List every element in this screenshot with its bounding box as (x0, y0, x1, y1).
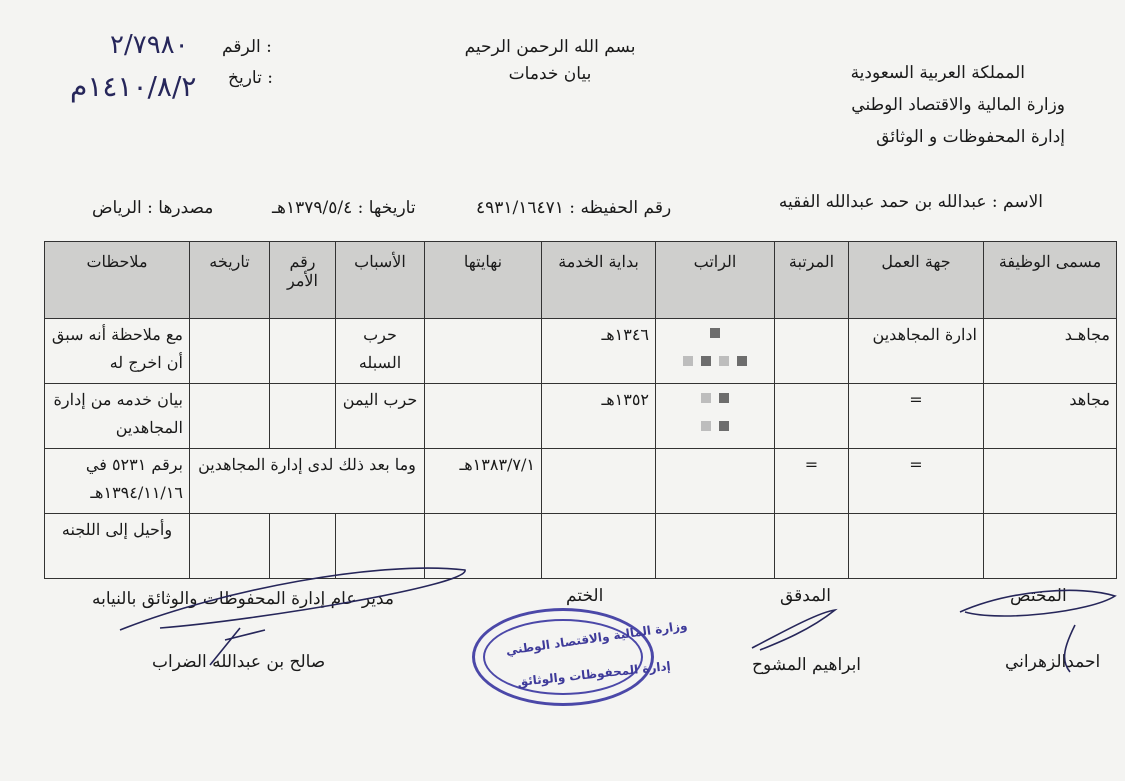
department-name: إدارة المحفوظات و الوثائق (876, 127, 1065, 147)
specialist-name: احمدالزهراني (1005, 652, 1101, 672)
cell-reason: حرب السبله (336, 319, 425, 384)
cell-reason: وما بعد ذلك لدى إدارة المجاهدين (190, 449, 425, 514)
cell-employer: ادارة المجاهدين (849, 319, 984, 384)
cell-notes: بيان خدمه من إدارة المجاهدين (45, 384, 190, 449)
id-source: مصدرها : الرياض (92, 198, 214, 218)
col-header-rank: المرتبة (775, 242, 849, 319)
id-date: تاريخها : ١٣٧٩/٥/٤هـ (272, 198, 416, 218)
director-signature (120, 568, 465, 630)
col-header-notes: ملاحظات (45, 242, 190, 319)
stamp-label: الختم (566, 586, 604, 606)
number-label: الرقم : (222, 37, 272, 57)
cell-rank: = (775, 449, 849, 514)
id-number: رقم الحفيظه : ٤٩٣١/١٦٤٧١ (476, 198, 672, 218)
col-header-job-title: مسمى الوظيفة (984, 242, 1117, 319)
auditor-name: ابراهيم المشوح (752, 655, 862, 675)
cell-job-title: مجاهد (984, 384, 1117, 449)
cell-start: ١٣٤٦هـ (542, 319, 656, 384)
number-value: ٢/٧٩٨٠ (110, 30, 189, 60)
stamp-text-bottom: إدارة المحفوظات والوثائق (516, 658, 672, 690)
cell-notes: مع ملاحظة أنه سبق أن اخرج له (45, 319, 190, 384)
col-header-reasons: الأسباب (336, 242, 425, 319)
cell-notes: وأحيل إلى اللجنه (45, 514, 190, 579)
cell-notes: برقم ٥٢٣١ في ١٣٩٤/١١/١٦هـ (45, 449, 190, 514)
specialist-label: المختص (1010, 586, 1067, 606)
specialist-signature (960, 590, 1115, 616)
person-name: الاسم : عبدالله بن حمد عبدالله الفقيه (778, 192, 1043, 212)
director-label: مدير عام إدارة المحفوظات والوثائق بالنيابه (92, 589, 395, 609)
date-value: ١٤١٠/٨/٢م (70, 70, 197, 103)
document-title: بيان خدمات (508, 64, 592, 84)
cell-start: ١٣٥٢هـ (542, 384, 656, 449)
ministry-name: وزارة المالية والاقتصاد الوطني (851, 95, 1065, 115)
col-header-order-date: تاريخه (190, 242, 270, 319)
date-label: تاريخ : (228, 68, 273, 88)
kingdom-name: المملكة العربية السعودية (850, 63, 1025, 83)
cell-reason: حرب اليمن (336, 384, 425, 449)
col-header-employer: جهة العمل (849, 242, 984, 319)
stamp-text-top: وزارة المالية والاقتصاد الوطني (504, 618, 689, 658)
auditor-label: المدقق (780, 586, 831, 606)
cell-employer: = (849, 384, 984, 449)
col-header-order-number: رقم الأمر (270, 242, 336, 319)
col-header-end: نهايتها (425, 242, 542, 319)
cell-end: ١٣٨٣/٧/١هـ (425, 449, 542, 514)
auditor-signature (752, 610, 835, 650)
director-name: صالح بن عبدالله الضراب (152, 652, 326, 672)
cell-employer: = (849, 449, 984, 514)
col-header-salary: الراتب (656, 242, 775, 319)
col-header-start: بداية الخدمة (542, 242, 656, 319)
cell-job-title: مجاهـد (984, 319, 1117, 384)
basmala: بسم الله الرحمن الرحيم (464, 37, 636, 57)
